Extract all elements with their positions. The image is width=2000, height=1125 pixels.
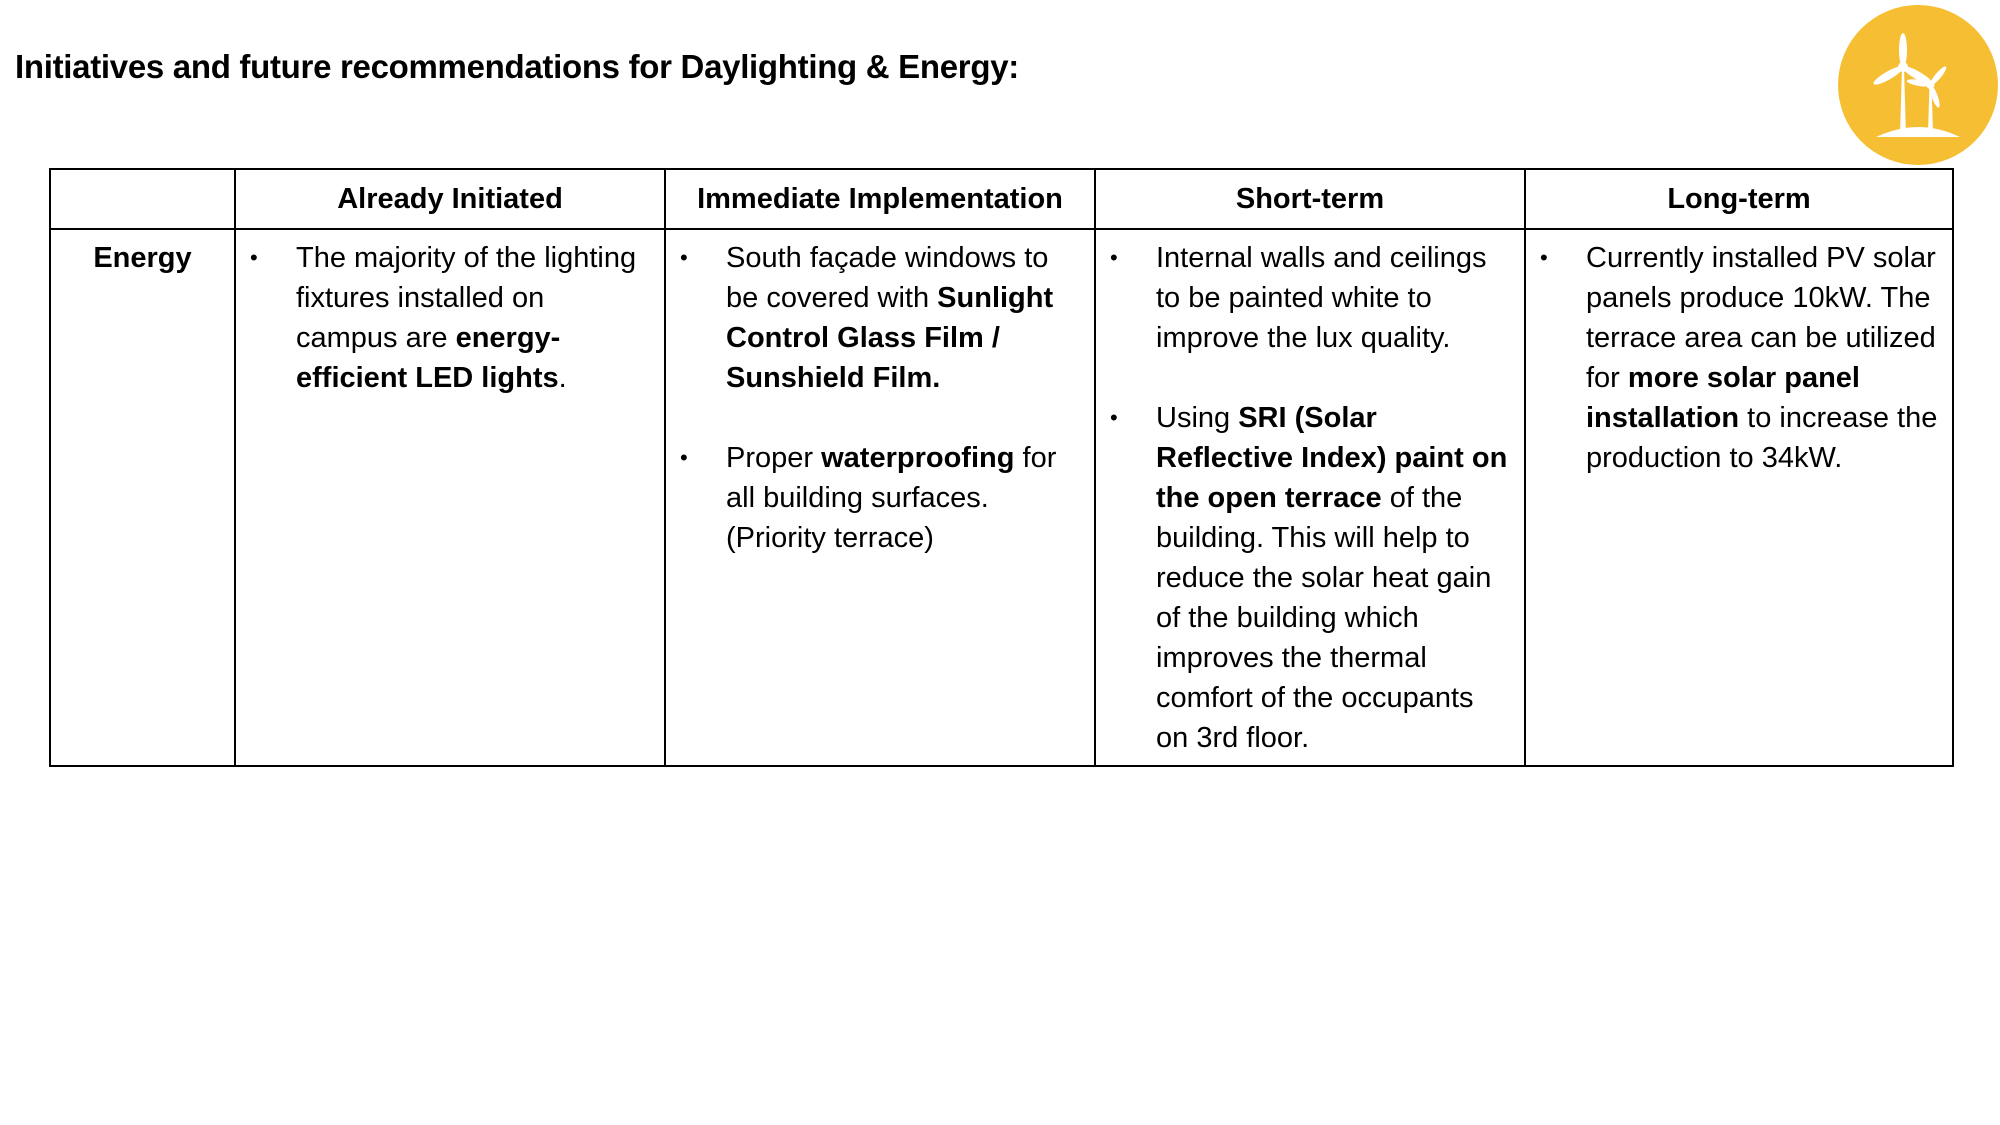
bullet-text: Internal walls and ceilings to be painted white to improve the lux quality. [1156,242,1487,354]
table-row [50,229,1953,766]
recommendations-table [49,168,1954,767]
logo-badge [1838,5,1998,165]
bullet-item [248,238,652,398]
bullet-item [1108,398,1512,758]
bullet-text: for all building surfaces. (Priority terrace) [726,442,1057,554]
bullet-marker: • [1110,405,1118,430]
bullet-list [1538,238,1940,478]
bullet-text: Proper [726,442,822,474]
bullet-text: The majority of the lighting fixtures installed on campus are [296,242,637,354]
table-header-row [50,169,1953,229]
header-long-term: Long-term [1525,169,1953,229]
bullet-marker: • [1540,245,1548,270]
bullet-item [678,438,1082,558]
bullet-text-bold: waterproofing [821,442,1015,474]
bullet-text: South façade windows to be covered with [726,242,1049,314]
page-title: Initiatives and future recommendations for Daylighting & Energy: [15,48,1019,85]
bullet-item [1538,238,1940,478]
bullet-text-bold: Sunlight Control Glass Film / Sunshield Film. [726,282,1054,394]
wind-turbines-icon [1838,5,1998,165]
bullet-text: to increase the production to 34kW. [1586,402,1938,474]
bullet-text: of the building. This will help to reduce the solar heat gain of the building which improves the thermal comfort of the occupants on 3rd floor. [1156,482,1492,754]
bullet-list [248,238,652,398]
bullet-list [678,238,1082,558]
cell-short-term [1095,229,1525,766]
bullet-item [1108,238,1512,358]
bullet-text-bold: more solar panel installation [1586,362,1860,434]
bullet-marker: • [680,445,688,470]
bullet-text: Currently installed PV solar panels produce 10kW. The terrace area can be utilized for [1586,242,1936,394]
cell-already-initiated [235,229,665,766]
cell-immediate-implementation [665,229,1095,766]
bullet-list [1108,238,1512,758]
bullet-marker: • [250,245,258,270]
bullet-item [678,238,1082,398]
header-short-term: Short-term [1095,169,1525,229]
row-label-energy: Energy [50,229,235,766]
header-immediate-implementation: Immediate Implementation [665,169,1095,229]
cell-long-term [1525,229,1953,766]
bullet-text: . [558,362,567,394]
bullet-text-bold: SRI (Solar Reflective Index) paint on the open terrace [1156,402,1508,514]
bullet-marker: • [680,245,688,270]
header-blank [50,169,235,229]
bullet-text: Using [1156,402,1239,434]
header-already-initiated: Already Initiated [235,169,665,229]
bullet-marker: • [1110,245,1118,270]
bullet-text-bold: energy-efficient LED lights [296,322,561,394]
